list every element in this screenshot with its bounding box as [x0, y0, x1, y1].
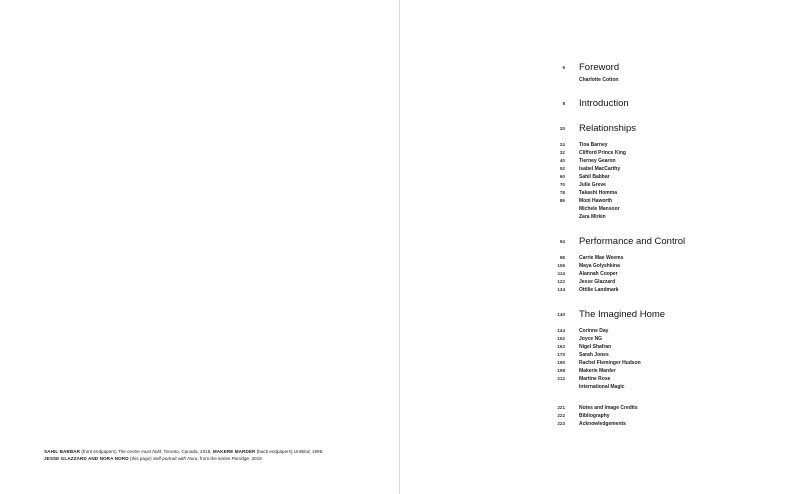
entry-name: Sahil Babbar: [579, 174, 610, 180]
entry-page-number: 190: [557, 360, 565, 365]
entry-name: Corinne Day: [579, 328, 609, 334]
entry-page-number: 221: [557, 405, 565, 410]
section-page-number: 140: [557, 312, 565, 317]
entry-page-number: 78: [559, 190, 565, 195]
entry-name: Joyce NG: [579, 336, 603, 342]
entry-page-number: 198: [557, 368, 565, 373]
entry-page-number: 98: [559, 255, 565, 260]
entry-name: Tierney Gearon: [579, 158, 616, 164]
entry-name: Martine Rose: [579, 376, 611, 382]
entry-page-number: 122: [557, 279, 565, 284]
entry-name: Clifford Prince King: [579, 150, 626, 156]
entry-name: Charlotte Cotton: [579, 77, 619, 83]
entry-page-number: 70: [559, 182, 565, 187]
caption-name: JESSE GLAZZARD AND NORA NORD: [44, 456, 129, 461]
entry-name: Jesse Glazzard: [579, 279, 616, 285]
caption-text: , from the series: [197, 456, 231, 461]
caption-title: The centre must hold: [117, 449, 162, 454]
entry-page-number: 86: [559, 198, 565, 203]
entry-page-number: 223: [557, 421, 565, 426]
entry-page-number: 114: [557, 271, 565, 276]
left-page: [0, 0, 399, 494]
entry-name: Nigel Shafran: [579, 344, 612, 350]
entry-name: Takashi Homma: [579, 190, 617, 196]
entry-page-number: 152: [557, 336, 565, 341]
section-title: Introduction: [579, 98, 629, 109]
table-of-contents: [400, 0, 800, 494]
section-title: The Imagined Home: [579, 309, 666, 320]
section-page-number: 94: [559, 239, 565, 244]
caption-text: , Toronto, Canada, 2018.: [161, 449, 212, 454]
entry-page-number: 144: [557, 328, 565, 333]
entry-name: Notes and Image Credits: [579, 405, 638, 411]
caption-name: SAHIL BABBAR: [44, 449, 81, 454]
caption-text: (this page): [129, 456, 152, 461]
entry-page-number: 24: [559, 142, 565, 147]
caption-text: , 1998.: [309, 449, 324, 454]
entry-page-number: 32: [559, 150, 565, 155]
entry-name: Rachel Fleminger Hudson: [579, 360, 641, 366]
entry-page-number: 40: [559, 158, 565, 163]
section-title: Relationships: [579, 123, 637, 134]
entry-name: Isabel MacCarthy: [579, 166, 621, 172]
entry-name: Sarah Jones: [579, 352, 609, 358]
entry-page-number: 212: [557, 376, 565, 381]
entry-page-number: 60: [559, 174, 565, 179]
entry-name: Maya Golyshkina: [579, 263, 620, 269]
section-title: Performance and Control: [579, 236, 686, 247]
caption-series: Porridge: [231, 456, 249, 461]
entry-name: Makerie Marder: [579, 368, 616, 374]
entry-name: Bibliography: [579, 413, 610, 419]
caption-text: (front endpapers): [81, 449, 117, 454]
section-page-number: 8: [562, 101, 565, 106]
entry-name: Julie Greve: [579, 182, 606, 188]
entry-name: Alannah Cooper: [579, 271, 618, 277]
caption-line-2: [44, 455, 374, 462]
caption-text: , 2019: [248, 456, 262, 461]
entry-name: Moni Haworth: [579, 198, 613, 204]
section-page-number: 20: [559, 126, 565, 131]
caption-line-1: [44, 448, 374, 455]
section-page-number: 6: [562, 65, 565, 70]
section-title: Foreword: [579, 62, 620, 73]
caption-title: Self-portrait with Nora: [152, 456, 198, 461]
entry-name: Zara Mirkin: [579, 214, 606, 220]
entry-page-number: 170: [557, 352, 565, 357]
entry-page-number: 222: [557, 413, 565, 418]
entry-page-number: 134: [557, 287, 565, 292]
endpaper-caption: [44, 448, 374, 462]
entry-page-number: 52: [559, 166, 565, 171]
caption-title: Untitled: [293, 449, 310, 454]
entry-name: Acknowledgements: [579, 421, 626, 427]
caption-text: (back endpapers): [256, 449, 293, 454]
entry-name: Carrie Mae Weems: [579, 255, 624, 261]
entry-name: Michele Mansoor: [579, 206, 620, 212]
entry-page-number: 162: [557, 344, 565, 349]
caption-name: MAKERE MARDER: [212, 449, 256, 454]
entry-name: Ottilie Landmark: [579, 287, 619, 293]
entry-name: Tina Barney: [579, 142, 608, 148]
right-page: [400, 0, 800, 494]
entry-name: International Magic: [579, 384, 625, 390]
entry-page-number: 106: [557, 263, 565, 268]
